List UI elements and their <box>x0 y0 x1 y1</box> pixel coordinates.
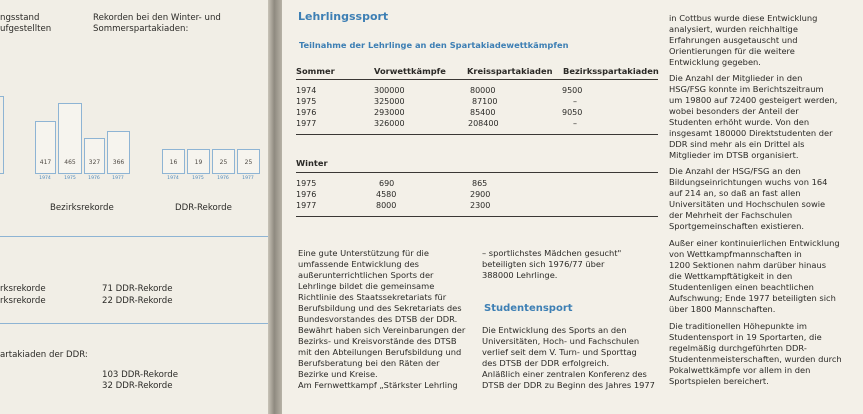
text-line: Am Fernwettkampf „Stärkster Lehrling <box>298 380 458 390</box>
table-cell: 1976 <box>296 190 317 199</box>
chart-bar <box>162 149 185 174</box>
table-cell: 208400 <box>468 119 499 128</box>
divider <box>0 323 268 324</box>
chart-year: 1977 <box>242 176 254 181</box>
text-line: Die Entwicklung des Sports an den <box>482 325 627 335</box>
left-page <box>0 0 268 414</box>
text-line: Berufsbildung und des Sekretariats des <box>298 303 462 313</box>
bar-value: 366 <box>112 159 125 166</box>
text-line: des DTSB der DDR erfolgreich. <box>482 358 610 368</box>
text-line: analysiert, wurden reichhaltige <box>669 24 798 34</box>
chart-label: Bezirksrekorde <box>50 203 114 213</box>
text-line: Berufsberatung bei den Räten der <box>298 358 440 368</box>
table-cell: – <box>573 97 577 106</box>
text-line: Orientierungen für die weitere <box>669 46 795 56</box>
text-line: DTSB der DDR zu Beginn des Jahres 1977 <box>482 380 655 390</box>
table-cell: 2300 <box>470 201 491 210</box>
table-cell: 1974 <box>296 86 317 95</box>
chart-year: 1975 <box>64 176 76 181</box>
text-line: die Wettkampftätigkeit in den <box>669 271 793 281</box>
chart-year: 1974 <box>39 176 51 181</box>
chart-year: 1975 <box>192 176 204 181</box>
table-cell: – <box>573 119 577 128</box>
record-list-right: 22 DDR-Rekorde <box>102 296 173 306</box>
chart-bar <box>212 149 235 174</box>
text-line: Bezirks- und Kreisvorstände des DTSB <box>298 336 457 346</box>
bar-value: 16 <box>169 159 178 166</box>
list2-item: 103 DDR-Rekorde <box>102 370 179 380</box>
text-line: – sportlichstes Mädchen gesucht" <box>482 248 622 258</box>
text-line: insgesamt 180000 Direktstudenten der <box>669 128 833 138</box>
text-line: Mitglieder im DTSB organisiert. <box>669 150 799 160</box>
table-cell: 300000 <box>374 86 405 95</box>
text-line: von Wettkampfmannschaften in <box>669 249 802 259</box>
text-line: Die traditionellen Höhepunkte im <box>669 321 808 331</box>
text-line: wobei besonders der Anteil der <box>669 106 799 116</box>
chart-bar <box>187 149 210 174</box>
text-line: über 1800 Mannschaften. <box>669 304 776 314</box>
bar-value: 327 <box>88 159 101 166</box>
table-section-label: Winter <box>296 158 328 168</box>
text-line: mit den Abteilungen Berufsbildung und <box>298 347 462 357</box>
table-cell: 2900 <box>470 190 491 199</box>
text-line: auf 214 an, so daß an fast allen <box>669 188 801 198</box>
table-cell: 8000 <box>376 201 397 210</box>
text-line: regelmäßig durchgeführten DDR- <box>669 343 807 353</box>
chart-bar <box>237 149 260 174</box>
text-line: Entwicklung gegeben. <box>669 57 761 67</box>
text-line: Bundesvorstandes des DTSB der DDR. <box>298 314 458 324</box>
text-line: Universitäten, Hoch- und Fachschulen <box>482 336 640 346</box>
record-list-left: rksrekorde <box>0 284 46 294</box>
chart-bar <box>84 138 105 174</box>
right-page <box>282 0 863 414</box>
bar-value: 25 <box>244 159 253 166</box>
table-header: Sommer <box>296 66 335 76</box>
col1-heading-line: ngsstand <box>0 13 40 23</box>
table-cell: 4580 <box>376 190 397 199</box>
text-line: der Mehrheit der Fachschulen <box>669 210 793 220</box>
list2-heading: artakiaden der DDR: <box>0 350 88 360</box>
table-cell: 85400 <box>470 108 496 117</box>
table-cell: 1975 <box>296 179 317 188</box>
table-cell: 9500 <box>562 86 583 95</box>
text-line: beteiligten sich 1976/77 über <box>482 259 605 269</box>
text-line: Studentensport in 19 Sportarten, die <box>669 332 822 342</box>
studentensport-title: Studentensport <box>484 303 573 314</box>
col2-heading-line: Rekorden bei den Winter- und <box>93 13 221 23</box>
table-cell: 325000 <box>374 97 405 106</box>
text-line: Pokalwettkämpfe vor allem in den <box>669 365 811 375</box>
text-line: Bewährt haben sich Vereinbarungen der <box>298 325 466 335</box>
text-line: Studentenligen einen beachtlichen <box>669 282 814 292</box>
table-rule <box>296 172 658 173</box>
table-rule <box>296 134 658 135</box>
text-line: 1200 Sektionen nahm darüber hinaus <box>669 260 827 270</box>
text-line: Lehrlinge bildet die gemeinsame <box>298 281 435 291</box>
text-line: Eine gute Unterstützung für die <box>298 248 429 258</box>
table-cell: 865 <box>472 179 488 188</box>
text-line: Studenten erhöht wurde. Von den <box>669 117 810 127</box>
text-line: Sportspielen bereichert. <box>669 376 769 386</box>
chart-label: DDR-Rekorde <box>175 203 232 213</box>
bar-value: 25 <box>219 159 228 166</box>
section-title: Lehrlingssport <box>298 10 389 23</box>
chart-year: 1976 <box>88 176 100 181</box>
text-line: Bezirke und Kreise. <box>298 369 378 379</box>
divider <box>0 236 268 237</box>
table-header: Bezirksspartakiaden <box>563 66 659 76</box>
table-subtitle: Teilnahme der Lehrlinge an den Spartakiadewettkämpfen <box>299 40 569 50</box>
text-line: HSG/FSG konnte im Berichtszeitraum <box>669 84 824 94</box>
table-rule <box>296 216 658 217</box>
text-line: 388000 Lehrlinge. <box>482 270 558 280</box>
chart-bar <box>58 103 82 174</box>
text-line: um 19800 auf 72400 gesteigert werden, <box>669 95 838 105</box>
chart-year: 1977 <box>112 176 124 181</box>
text-line: in Cottbus wurde diese Entwicklung <box>669 13 818 23</box>
bar-value: 417 <box>39 159 52 166</box>
list2-item: 32 DDR-Rekorde <box>102 381 173 391</box>
text-line: umfassende Entwicklung des <box>298 259 419 269</box>
text-line: Sportgemeinschaften existieren. <box>669 221 805 231</box>
table-cell: 9050 <box>562 108 583 117</box>
record-list-right: 71 DDR-Rekorde <box>102 284 173 294</box>
text-line: Die Anzahl der HSG/FSG an den <box>669 166 801 176</box>
text-line: Erfahrungen ausgetauscht und <box>669 35 798 45</box>
text-line: Anläßlich einer zentralen Konferenz des <box>482 369 647 379</box>
table-header: Kreisspartakiaden <box>467 66 553 76</box>
chart-year: 1976 <box>217 176 229 181</box>
bar-value: 19 <box>194 159 203 166</box>
chart-bar <box>35 121 56 174</box>
partial-chart-bar <box>0 96 4 174</box>
text-line: Universitäten und Hochschulen sowie <box>669 199 826 209</box>
text-line: Studentenmeisterschaften, wurden durch <box>669 354 842 364</box>
table-cell: 87100 <box>472 97 498 106</box>
table-cell: 326000 <box>374 119 405 128</box>
text-line: DDR sind mehr als ein Drittel als <box>669 139 805 149</box>
text-line: Außer einer kontinuierlichen Entwicklung <box>669 238 840 248</box>
table-cell: 1977 <box>296 201 317 210</box>
table-rule <box>296 79 658 80</box>
book-gutter <box>268 0 282 414</box>
text-line: verlief seit dem V. Turn- und Sporttag <box>482 347 637 357</box>
text-line: Richtlinie des Staatssekretariats für <box>298 292 447 302</box>
table-cell: 1977 <box>296 119 317 128</box>
table-cell: 293000 <box>374 108 405 117</box>
text-line: Die Anzahl der Mitglieder in den <box>669 73 803 83</box>
col2-heading-line: Sommerspartakiaden: <box>93 24 189 34</box>
chart-year: 1974 <box>167 176 179 181</box>
table-header: Vorwettkämpfe <box>374 66 446 76</box>
chart-bar <box>107 131 130 174</box>
text-line: Aufschwung; Ende 1977 beteiligten sich <box>669 293 836 303</box>
table-cell: 1976 <box>296 108 317 117</box>
table-cell: 1975 <box>296 97 317 106</box>
text-line: außerunterrichtlichen Sports der <box>298 270 434 280</box>
table-cell: 80000 <box>470 86 496 95</box>
bar-value: 465 <box>64 159 76 166</box>
table-cell: 690 <box>379 179 395 188</box>
col1-heading-line: ufgestellten <box>0 24 52 34</box>
text-line: Bildungseinrichtungen wuchs von 164 <box>669 177 828 187</box>
record-list-left: rksrekorde <box>0 296 46 306</box>
